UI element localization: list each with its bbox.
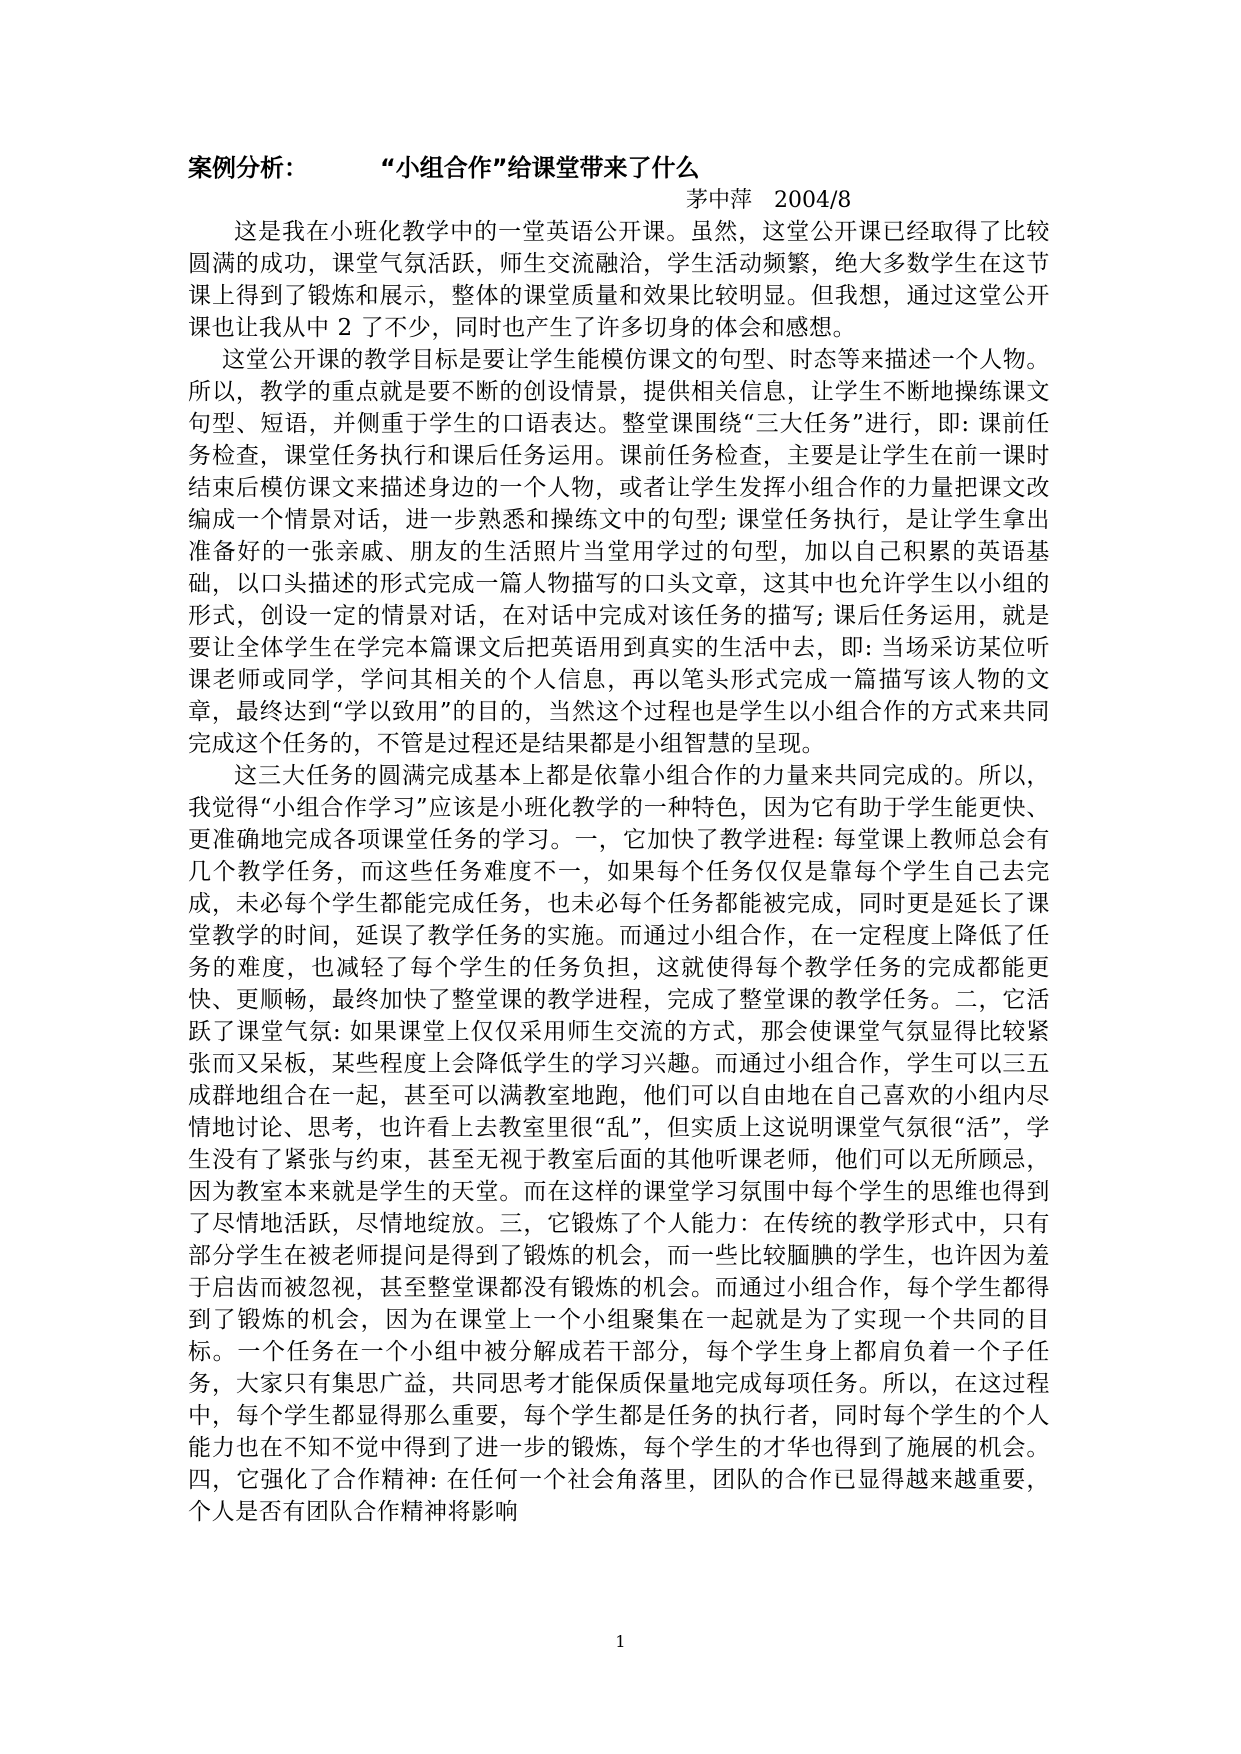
- publication-date: 2004/8: [774, 188, 852, 213]
- page-title: “小组合作”给课堂带来了什么: [380, 154, 700, 182]
- heading-label: 案例分析：: [188, 154, 308, 182]
- title-row: [188, 148, 1068, 188]
- page-number: 1: [615, 1632, 626, 1651]
- author-name: 茅中萍: [686, 188, 753, 213]
- paragraph-teaching-goals: 这堂公开课的教学目标是要让学生能模仿课文的句型、时态等来描述一个人物。所以，教学的重点就是要不断的创设情景，提供相关信息，让学生不断地操练课文句型、短语，并侧重于学生的口语表达。整堂课围绕“三大任务”进行，即: 课前任务检查，课堂任务执行和课后任务运用。课前任务检查，主要是让学生在前一课时结束后模仿课文来描述身边的一个人物，或者让学生发挥小组合作的力量把课文改编成一个情景对话，进一步熟悉和操练文中的句型; 课堂任务执行，是让学生拿出准备好的一张亲戚、朋友的生活照片当堂用学过的句型，加以自己积累的英语基础，以口头描述的形式完成一篇人物描写的口头文章，这其中也允许学生以小组的形式，创设一定的情景对话，在对话中完成对该任务的描写; 课后任务运用，就是要让全体学生在学完本篇课文后把英语用到真实的生活中去，即: 当场采访某位听课老师或同学，学问其相关的个人信息，再以笔头形式完成一篇描写该人物的文章，最终达到“学以致用”的目的，当然这个过程也是学生以小组合作的方式来共同完成这个任务的，不管是过程还是结果都是小组智慧的呈现。: [188, 347, 1050, 757]
- paragraph-group-cooperation: 这三大任务的圆满完成基本上都是依靠小组合作的力量来共同完成的。所以，我觉得“小组合作学习”应该是小班化教学的一种特色，因为它有助于学生能更快、更准确地完成各项课堂任务的学习。一，它加快了教学进程: 每堂课上教师总会有几个教学任务，而这些任务难度不一，如果每个任务仅仅是靠每个学生自己去完成，未必每个学生都能完成任务，也未必每个任务都能被完成，同时更是延长了课堂教学的时间，延误了教学任务的实施。而通过小组合作，在一定程度上降低了任务的难度，也减轻了每个学生的任务负担，这就使得每个教学任务的完成都能更快、更顺畅，最终加快了整堂课的教学进程，完成了整堂课的教学任务。二，它活跃了课堂气氛: 如果课堂上仅仅采用师生交流的方式，那会使课堂气氛显得比较紧张而又呆板，某些程度上会降低学生的学习兴趣。而通过小组合作，学生可以三五成群地组合在一起，甚至可以满教室地跑，他们可以自由地在自己喜欢的小组内尽情地讨论、思考，也许看上去教室里很“乱”，但实质上这说明课堂气氛很“活”，学生没有了紧张与约束，甚至无视于教室后面的其他听课老师，他们可以无所顾忌，因为教室本来就是学生的天堂。而在这样的课堂学习氛围中每个学生的思维也得到了尽情地活跃，尽情地绽放。三，它锻炼了个人能力：在传统的教学形式中，只有部分学生在被老师提问是得到了锻炼的机会，而一些比较腼腆的学生，也许因为羞于启齿而被忽视，甚至整堂课都没有锻炼的机会。而通过小组合作，每个学生都得到了锻炼的机会，因为在课堂上一个小组聚集在一起就是为了实现一个共同的目标。一个任务在一个小组中被分解成若干部分，每个学生身上都肩负着一个子任务，大家只有集思广益，共同思考才能保质保量地完成每项任务。所以，在这过程中，每个学生都显得那么重要，每个学生都是任务的执行者，同时每个学生的个人能力也在不知不觉中得到了进一步的锻炼，每个学生的才华也得到了施展的机会。四，它强化了合作精神: 在任何一个社会角落里，团队的合作已显得越来越重要，个人是否有团队合作精神将影响: [188, 763, 1050, 1525]
- byline: [686, 186, 851, 216]
- paragraph-intro: 这是我在小班化教学中的一堂英语公开课。虽然，这堂公开课已经取得了比较圆满的成功，课堂气氛活跃，师生交流融洽，学生活动频繁，绝大多数学生在这节课上得到了锻炼和展示，整体的课堂质量和效果比较明显。但我想，通过这堂公开课也让我从中 2 了不少，同时也产生了许多切身的体会和感想。: [188, 219, 1050, 341]
- body-text: [188, 216, 1050, 1528]
